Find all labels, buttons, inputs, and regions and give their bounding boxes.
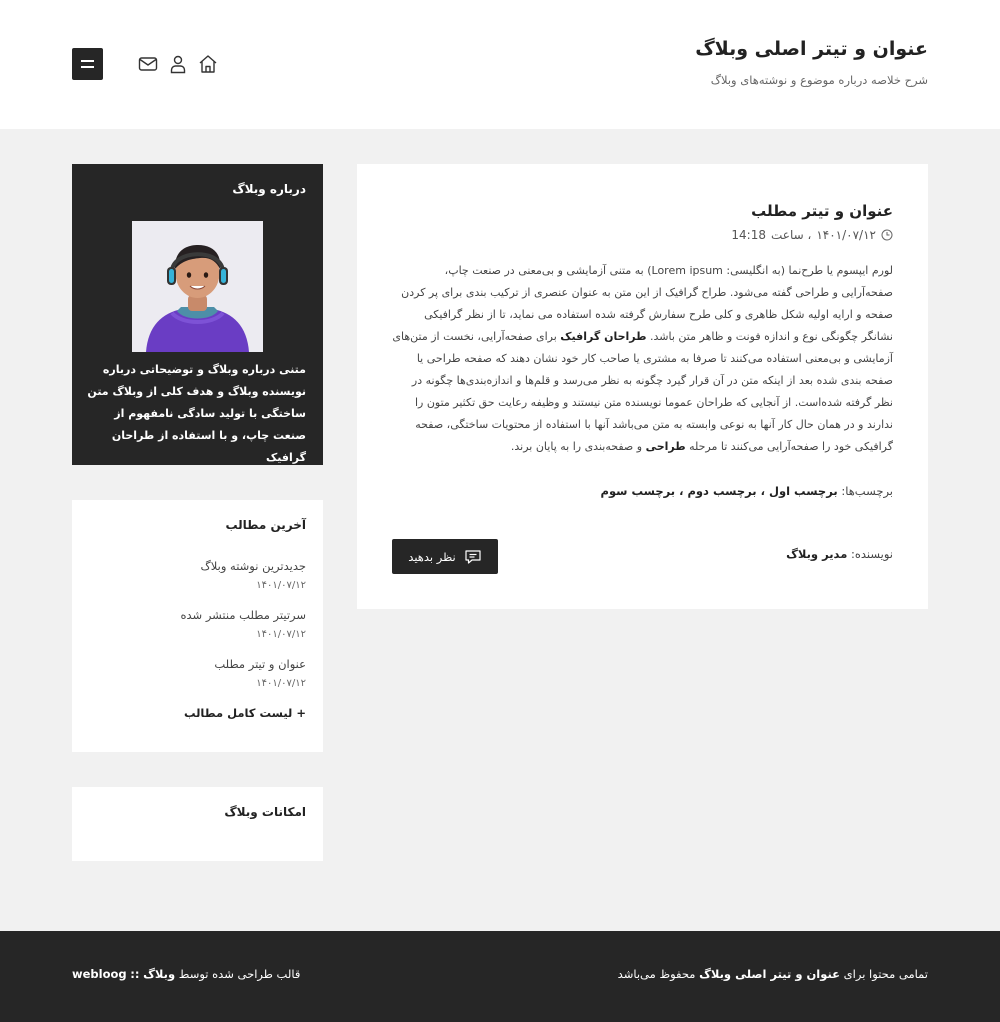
- about-box: [72, 164, 323, 465]
- menu-button[interactable]: [72, 48, 103, 80]
- post-author: [786, 547, 893, 561]
- post-body-text: لورم ایپسوم یا طرح‌نما (به انگلیسی: Lorem ipsum) به متنی آزمایشی و بی‌معنی در صنعت چاپ، صفحه‌آرایی و طراحی گفته می‌شود. طراح گرافیک از این متن به عنوان عنصری از ترکیب بندی برای پر کردن صفحه و ارایه اولیه شکل ظاهری و کلی طرح سفارش گرفته شده استفاده می نماید، تا از نظر گرافیکی نشانگر چگونگی نوع و اندازه فونت و ظاهر متن باشد.: [401, 264, 893, 343]
- latest-posts-box: [72, 500, 323, 752]
- credit-link-weblog[interactable]: وبلاگ: [143, 967, 176, 981]
- latest-post-date: ۱۴۰۱/۰۷/۱۲: [256, 580, 306, 591]
- menu-icon-line: [81, 60, 94, 62]
- menu-icon-line: [81, 66, 94, 68]
- copyright-prefix: تمامی محتوا برای: [843, 967, 928, 981]
- home-icon[interactable]: [198, 54, 218, 74]
- post-title[interactable]: عنوان و تیتر مطلب: [751, 202, 893, 220]
- credit-separator: ::: [130, 967, 140, 981]
- post-date: ۱۴۰۱/۰۷/۱۲: [816, 228, 876, 242]
- latest-post-link[interactable]: عنوان و تیتر مطلب: [214, 657, 306, 671]
- designer-credit: [72, 967, 300, 981]
- tags-label: برچسب‌ها:: [841, 484, 893, 498]
- post-body: [391, 260, 893, 458]
- tags-list[interactable]: برچسب اول ، برچسب دوم ، برچسب سوم: [600, 484, 838, 498]
- full-list-link[interactable]: + لیست کامل مطالب: [183, 706, 306, 720]
- comment-icon: [464, 548, 482, 566]
- credit-prefix: قالب طراحی شده توسط: [178, 967, 301, 981]
- latest-post-date: ۱۴۰۱/۰۷/۱۲: [256, 629, 306, 640]
- post-body-bold: طراحی: [645, 440, 686, 453]
- copyright-suffix: محفوظ می‌باشد: [617, 967, 696, 981]
- copyright-text: [618, 967, 928, 981]
- post-body-text: و صفحه‌بندی را به پایان برند.: [510, 440, 643, 453]
- avatar: [132, 221, 263, 352]
- post-card: [357, 164, 928, 609]
- site-header: [0, 0, 1000, 129]
- comment-button-label: نظر بدهید: [408, 549, 456, 564]
- mail-icon[interactable]: [138, 54, 158, 74]
- features-box: [72, 787, 323, 861]
- post-tags: [601, 484, 893, 498]
- comment-button[interactable]: [392, 539, 498, 574]
- author-name[interactable]: مدیر وبلاگ: [786, 547, 848, 561]
- author-label: نویسنده:: [850, 547, 893, 561]
- post-body-bold: طراحان گرافیک: [560, 330, 647, 343]
- about-title: درباره وبلاگ: [232, 182, 306, 196]
- site-description: شرح خلاصه درباره موضوع و نوشته‌های وبلاگ: [710, 73, 928, 87]
- clock-icon: [881, 229, 893, 241]
- post-body-text: برای صفحه‌آرایی، نخست از متن‌های آزمایشی و بی‌معنی استفاده می‌کنند تا صرفا به مشتری یا صاحب کار خود نشان دهند که صفحه طراحی یا صفحه بندی شده بعد از اینکه متن در آن قرار گیرد چگونه به نظر می‌رسد و قلم‌ها و اندازه‌بندی‌ها چگونه در نظر گرفته شده‌است. از آنجایی که طراحان عموما نویسنده متن نیستند و وظیفه رعایت حق تکثیر متون را ندارند و در همان حال کار آنها به نوعی وابسته به متن می‌باشد آنها با استفاده از محتویات ساختگی، صفحه گرافیکی خود را صفحه‌آرایی می‌کنند تا مرحله: [392, 330, 893, 453]
- features-title: امکانات وبلاگ: [224, 805, 306, 819]
- about-text: متنی درباره وبلاگ و توضیحاتی درباره نویسنده وبلاگ و هدف کلی از وبلاگ متن ساختگی با تولید سادگی نامفهوم از صنعت چاپ، و با استفاده از طراحان گرافیک: [87, 363, 306, 464]
- list-item: [86, 657, 306, 689]
- post-meta: [731, 228, 893, 242]
- copyright-site-title[interactable]: عنوان و تیتر اصلی وبلاگ: [699, 967, 840, 981]
- user-icon[interactable]: [168, 54, 188, 74]
- credit-link-webloog[interactable]: webloog: [72, 967, 127, 981]
- latest-post-link[interactable]: جدیدترین نوشته وبلاگ: [200, 559, 306, 573]
- post-time-label: ، ساعت: [771, 228, 812, 242]
- site-footer: [0, 931, 1000, 1022]
- site-title[interactable]: عنوان و تیتر اصلی وبلاگ: [695, 38, 928, 60]
- latest-post-link[interactable]: سرتیتر مطلب منتشر شده: [180, 608, 306, 622]
- latest-posts-title: آخرین مطالب: [225, 518, 306, 532]
- latest-post-date: ۱۴۰۱/۰۷/۱۲: [256, 678, 306, 689]
- list-item: [86, 608, 306, 640]
- post-time: 14:18: [731, 228, 766, 242]
- list-item: [86, 559, 306, 591]
